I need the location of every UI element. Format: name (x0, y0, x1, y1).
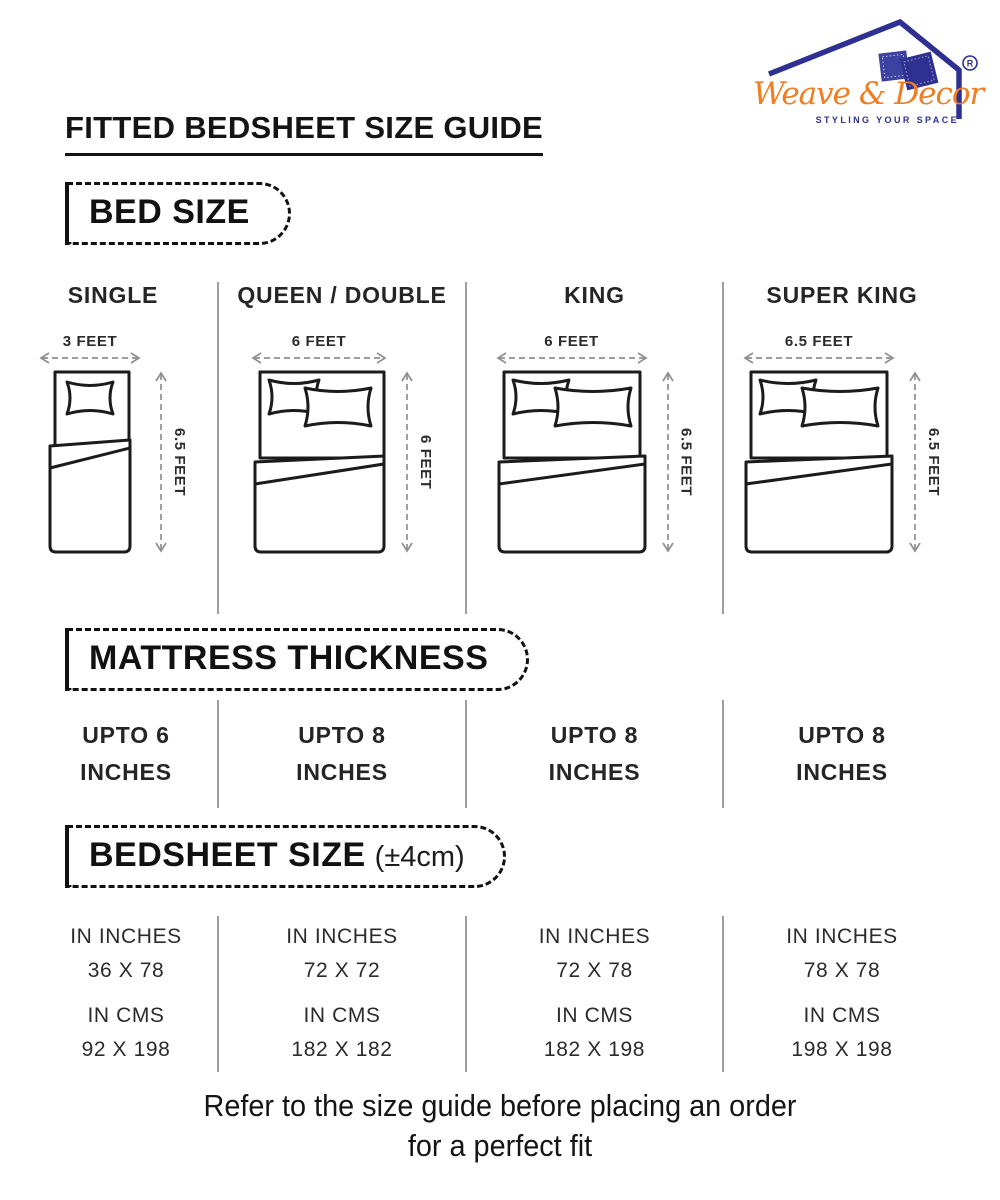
bed-height-label: 6.5 FEET (677, 427, 695, 497)
inches-label: IN INCHES (786, 925, 898, 948)
width-arrow-icon (495, 351, 649, 365)
width-arrow-icon (38, 351, 142, 365)
king-bed-diagram (497, 370, 647, 554)
bed-type-label: QUEEN / DOUBLE (237, 282, 447, 308)
mattress-thickness-unit: INCHES (548, 759, 641, 785)
cms-label: IN CMS (555, 1004, 634, 1027)
bed-size-section-badge (65, 182, 291, 245)
cms-label: IN CMS (803, 1004, 881, 1027)
mattress-thickness-value: UPTO 8 (550, 722, 639, 748)
height-arrow-icon (153, 370, 169, 554)
size-in-inches: 72 X 72 (303, 959, 381, 982)
height-arrow-icon (399, 370, 415, 554)
mattress-col-queen-double (219, 700, 467, 808)
footer-line-1: Refer to the size guide before placing an order (203, 1088, 797, 1123)
height-arrow-icon (907, 370, 923, 554)
bed-width-label: 3 FEET (62, 333, 118, 350)
single-bed-diagram (48, 370, 132, 554)
footer-note (35, 1086, 965, 1166)
mattress-thickness-grid (35, 700, 960, 808)
svg-text:R: R (966, 58, 974, 69)
sheet-col-single (35, 916, 219, 1072)
brand-tagline: STYLING YOUR SPACE (815, 115, 959, 125)
bedsheet-badge-label: BEDSHEET SIZE (89, 836, 366, 874)
size-in-cms: 92 X 198 (81, 1038, 171, 1061)
bed-column-queen-double (219, 282, 467, 614)
bed-column-single (35, 282, 219, 614)
inches-label: IN INCHES (286, 925, 398, 948)
cms-label: IN CMS (87, 1004, 165, 1027)
bedsheet-size-section-badge (65, 825, 506, 888)
size-in-inches: 72 X 78 (556, 959, 633, 982)
footer-line-2: for a perfect fit (407, 1128, 593, 1163)
super-king-bed-diagram (744, 370, 894, 554)
mattress-thickness-section-badge (65, 628, 529, 691)
mattress-col-super-king (724, 700, 960, 808)
queen-double-bed-diagram (253, 370, 386, 554)
mattress-badge-label: MATTRESS THICKNESS (89, 639, 489, 677)
inches-label: IN INCHES (538, 925, 651, 948)
mattress-thickness-unit: INCHES (796, 759, 888, 785)
bed-height-label: 6.5 FEET (171, 427, 188, 497)
size-in-cms: 198 X 198 (791, 1038, 893, 1061)
house-roof-with-pillows-icon (753, 10, 990, 132)
mattress-col-king (467, 700, 724, 808)
sheet-col-super-king (724, 916, 960, 1072)
mattress-thickness-unit: INCHES (80, 759, 172, 785)
bedsheet-tolerance-label: (±4cm) (374, 841, 465, 873)
size-in-cms: 182 X 198 (543, 1038, 646, 1061)
brand-logo (753, 10, 990, 132)
bed-column-super-king (724, 282, 960, 614)
bed-size-grid (35, 282, 960, 614)
height-arrow-icon (660, 370, 676, 554)
inches-label: IN INCHES (70, 925, 182, 948)
size-in-inches: 36 X 78 (87, 959, 165, 982)
bed-type-label: SUPER KING (766, 282, 918, 308)
sheet-col-queen-double (219, 916, 467, 1072)
bed-height-label: 6 FEET (417, 434, 434, 490)
bed-column-king (467, 282, 724, 614)
mattress-col-single (35, 700, 219, 808)
mattress-thickness-value: UPTO 8 (298, 722, 386, 748)
bed-width-label: 6.5 FEET (784, 333, 854, 350)
bed-width-label: 6 FEET (291, 333, 347, 350)
size-in-cms: 182 X 182 (291, 1038, 393, 1061)
bed-type-label: KING (564, 282, 625, 308)
brand-name: Weave & Decor (753, 76, 984, 112)
mattress-thickness-value: UPTO 6 (82, 722, 170, 748)
width-arrow-icon (742, 351, 896, 365)
bed-type-label: SINGLE (67, 282, 159, 308)
bed-height-label: 6.5 FEET (925, 427, 942, 497)
mattress-thickness-unit: INCHES (296, 759, 388, 785)
bedsheet-size-grid (35, 916, 960, 1072)
cms-label: IN CMS (303, 1004, 381, 1027)
mattress-thickness-value: UPTO 8 (798, 722, 886, 748)
page-title: FITTED BEDSHEET SIZE GUIDE (65, 110, 543, 156)
size-in-inches: 78 X 78 (803, 959, 881, 982)
width-arrow-icon (250, 351, 388, 365)
registered-mark (963, 56, 977, 70)
bed-width-label: 6 FEET (544, 333, 599, 350)
sheet-col-king (467, 916, 724, 1072)
bed-size-badge-label: BED SIZE (89, 193, 250, 231)
